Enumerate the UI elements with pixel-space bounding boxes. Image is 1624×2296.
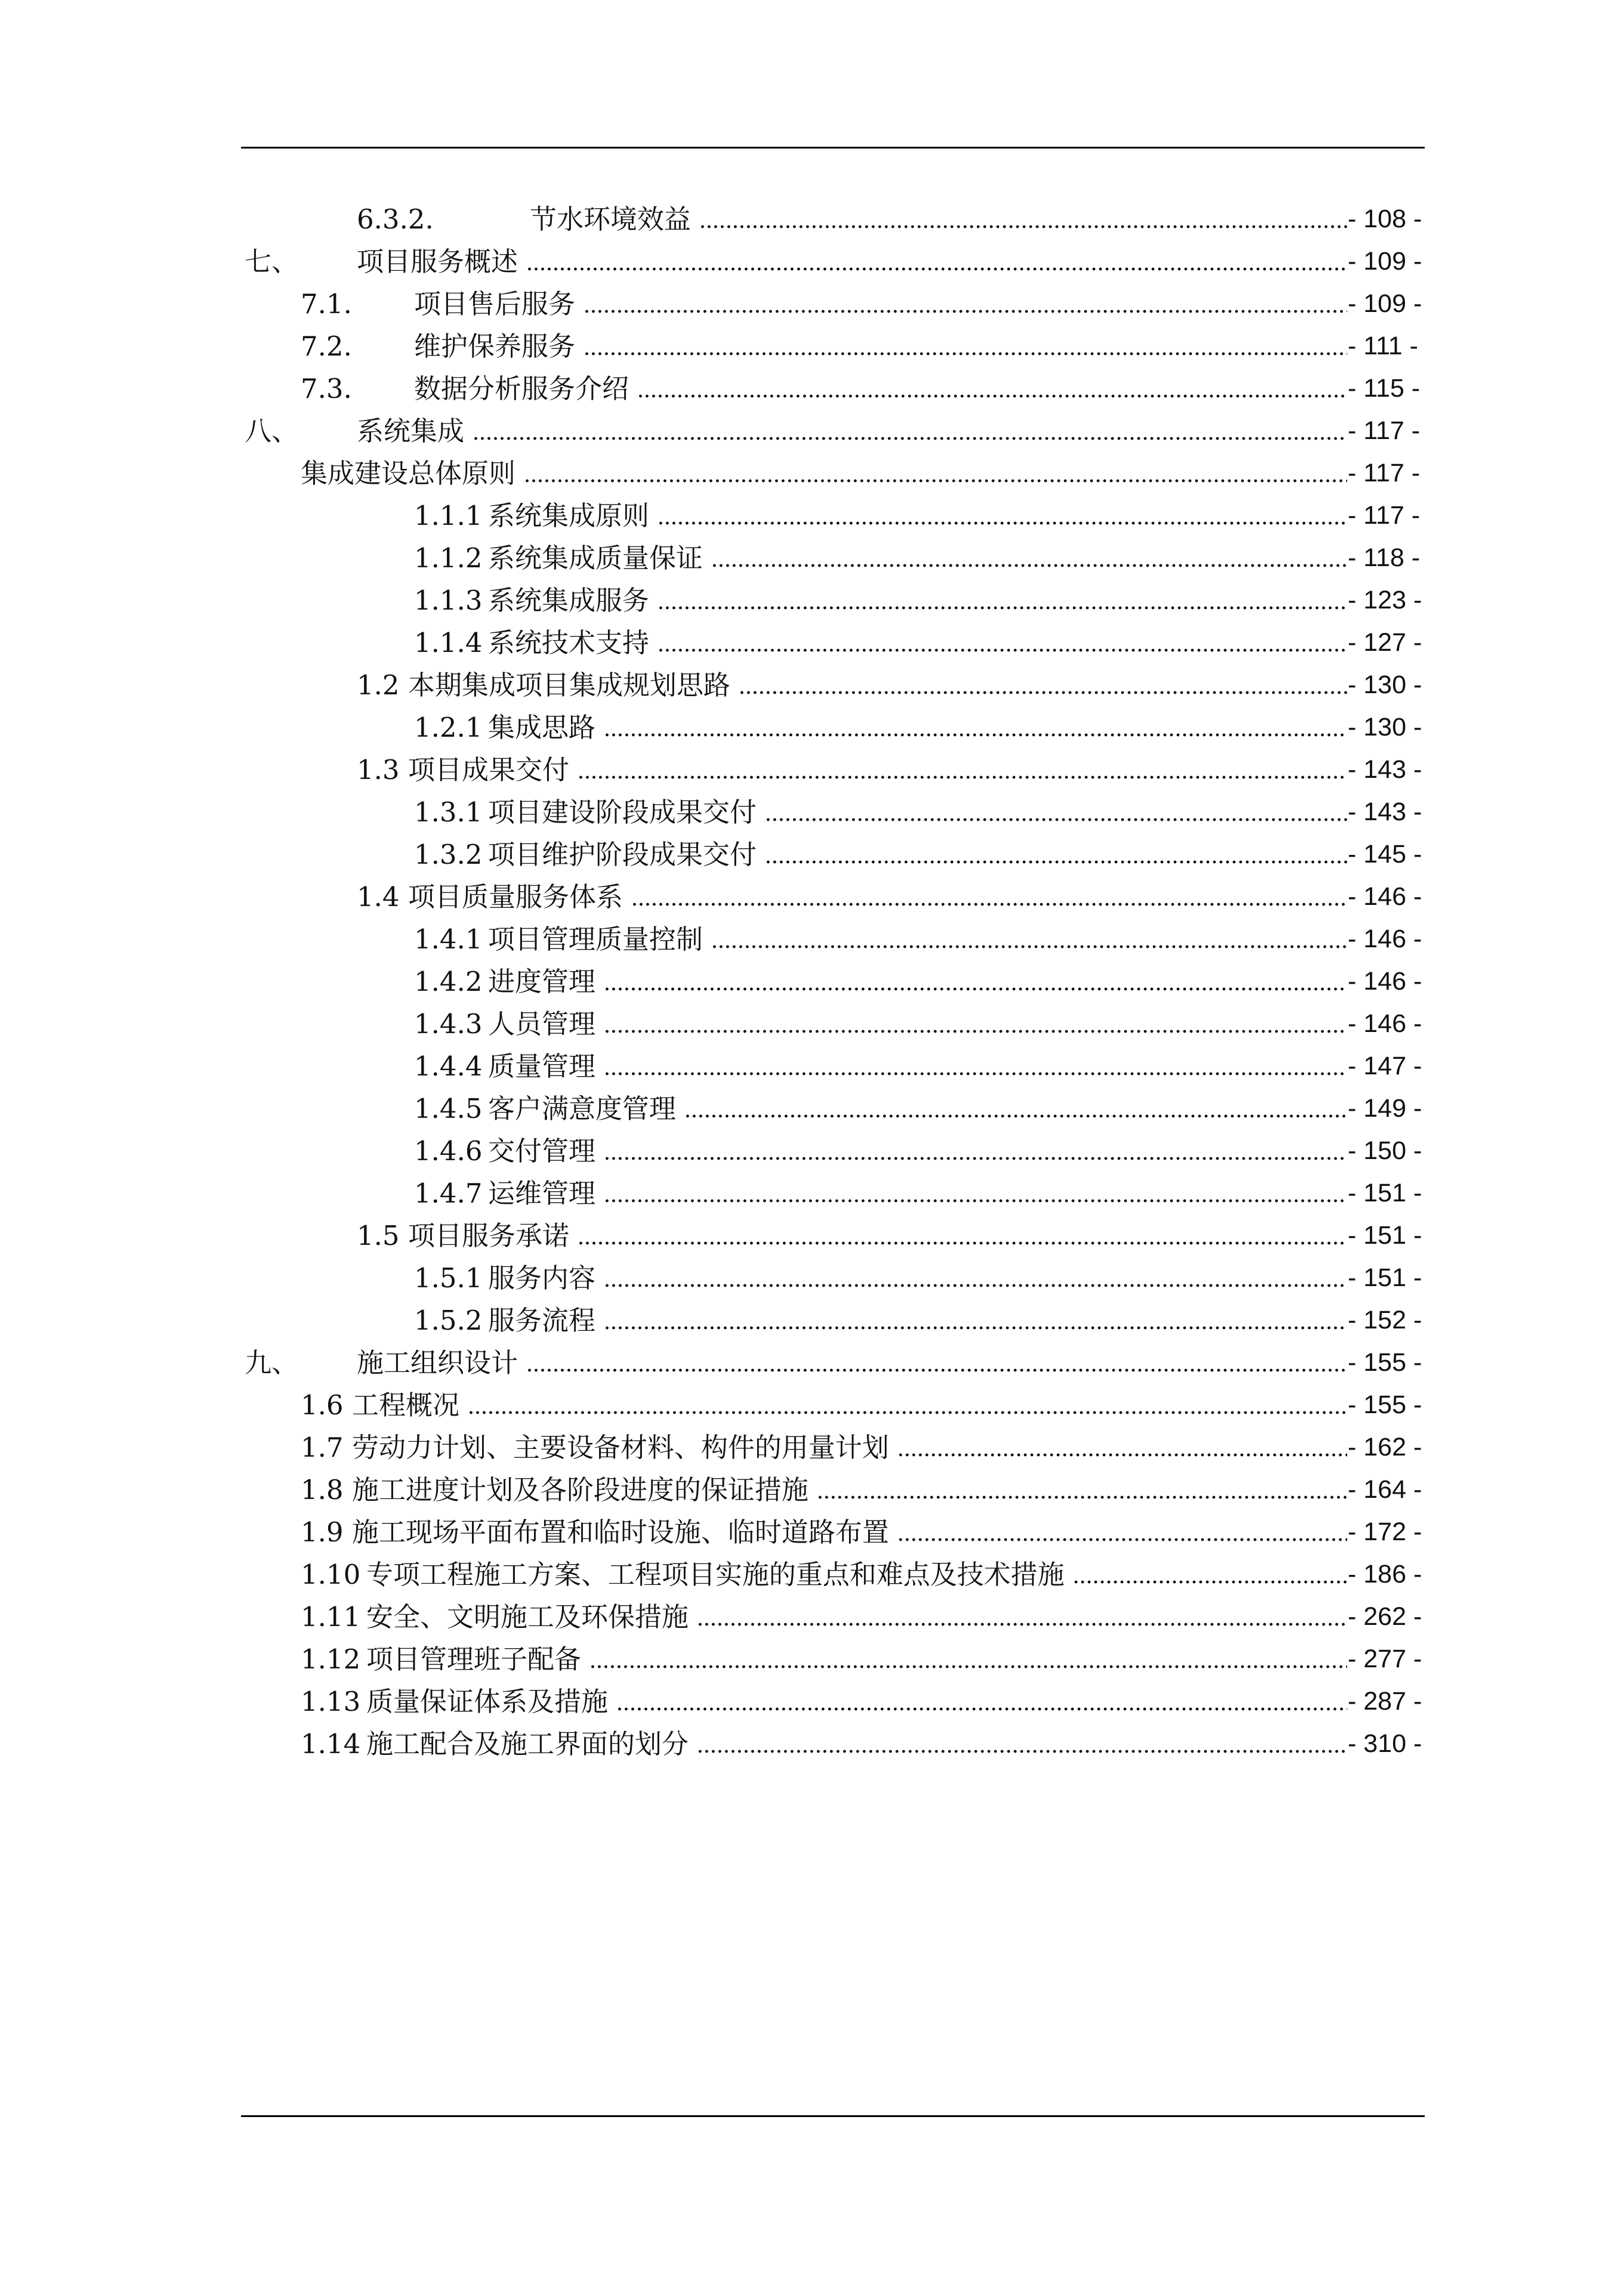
toc-entry-number: 7.1.	[301, 288, 352, 320]
toc-dot-leader	[604, 1299, 1347, 1342]
toc-entry[interactable]	[0, 1596, 1624, 1638]
toc-entry[interactable]	[0, 1342, 1624, 1384]
toc-entry-number: 1.4.5	[414, 1093, 483, 1124]
footer-rule	[241, 2115, 1425, 2117]
toc-entry-title: 维护保养服务	[414, 325, 583, 367]
toc-dot-leader	[765, 791, 1347, 833]
toc-entry[interactable]	[0, 325, 1624, 367]
toc-entry[interactable]	[0, 1638, 1624, 1680]
toc-dot-leader	[468, 1384, 1347, 1426]
toc-dot-leader	[657, 622, 1347, 664]
toc-entry-title: 项目成果交付	[408, 749, 578, 791]
toc-entry[interactable]	[0, 1172, 1624, 1215]
toc-entry-page: - 143 -	[1348, 791, 1423, 833]
toc-entry-title: 系统集成原则	[488, 495, 657, 537]
toc-entry-page: - 146 -	[1348, 1003, 1423, 1045]
toc-dot-leader	[604, 1003, 1347, 1045]
toc-entry-title: 服务内容	[488, 1257, 604, 1299]
toc-dot-leader	[583, 325, 1347, 367]
toc-entry-title: 项目维护阶段成果交付	[488, 833, 765, 876]
toc-entry-number: 1.4.3	[414, 1008, 483, 1040]
toc-entry-title: 项目服务承诺	[408, 1215, 578, 1257]
toc-entry[interactable]	[0, 749, 1624, 791]
toc-entry-number: 1.12	[301, 1643, 361, 1675]
toc-entry-title: 集成思路	[488, 706, 604, 749]
toc-entry-title: 项目管理班子配备	[366, 1638, 589, 1680]
toc-entry-title: 系统集成质量保证	[488, 537, 711, 579]
toc-dot-leader	[711, 918, 1347, 960]
toc-entry-number: 七、	[245, 246, 299, 277]
toc-dot-leader	[699, 198, 1347, 240]
toc-entry-number: 1.4	[357, 881, 400, 913]
toc-entry-page: - 186 -	[1348, 1553, 1423, 1596]
toc-entry-number: 1.9	[301, 1516, 344, 1548]
toc-entry[interactable]	[0, 1723, 1624, 1765]
toc-entry-number: 1.1.1	[414, 500, 483, 531]
toc-entry-page: - 145 -	[1348, 833, 1423, 876]
toc-entry-page: - 155 -	[1348, 1342, 1423, 1384]
toc-entry-page: - 151 -	[1348, 1172, 1423, 1215]
toc-entry-page: - 164 -	[1348, 1469, 1423, 1511]
toc-entry-number: 1.14	[301, 1728, 361, 1760]
toc-entry[interactable]	[0, 1680, 1624, 1723]
toc-entry[interactable]	[0, 791, 1624, 833]
toc-entry-page: - 150 -	[1348, 1130, 1423, 1172]
toc-entry-title: 数据分析服务介绍	[414, 367, 637, 410]
toc-entry-number: 1.4.2	[414, 966, 483, 997]
toc-entry-page: - 127 -	[1348, 622, 1423, 664]
toc-entry-page: - 310 -	[1348, 1723, 1423, 1765]
toc-entry[interactable]	[0, 537, 1624, 579]
toc-dot-leader	[765, 833, 1347, 876]
toc-entry-number: 1.4.4	[414, 1050, 483, 1082]
toc-entry-title: 服务流程	[488, 1299, 604, 1342]
toc-entry[interactable]	[0, 240, 1624, 283]
toc-entry-title: 工程概况	[352, 1384, 468, 1426]
toc-entry-page: - 151 -	[1348, 1257, 1423, 1299]
toc-entry-title: 质量保证体系及措施	[366, 1680, 616, 1723]
toc-dot-leader	[604, 960, 1347, 1003]
toc-dot-leader	[657, 495, 1347, 537]
toc-entry-page: - 118 -	[1348, 537, 1423, 579]
toc-entry-number: 1.4.1	[414, 923, 483, 955]
toc-entry[interactable]	[0, 452, 1624, 495]
toc-dot-leader	[897, 1511, 1347, 1553]
toc-entry-page: - 287 -	[1348, 1680, 1423, 1723]
toc-entry-page: - 146 -	[1348, 960, 1423, 1003]
header-rule	[241, 147, 1425, 149]
toc-entry-number: 1.1.4	[414, 627, 483, 659]
toc-entry-number: 6.3.2.	[357, 203, 434, 235]
toc-entry-number: 7.2.	[301, 330, 352, 362]
toc-entry-page: - 117 -	[1348, 410, 1423, 452]
toc-entry-title: 项目服务概述	[357, 240, 526, 283]
toc-entry-page: - 115 -	[1348, 367, 1423, 410]
toc-entry-title: 集成建设总体原则	[301, 452, 524, 495]
toc-entry[interactable]	[0, 1384, 1624, 1426]
toc-entry-title: 人员管理	[488, 1003, 604, 1045]
toc-entry-page: - 143 -	[1348, 749, 1423, 791]
toc-entry-title: 进度管理	[488, 960, 604, 1003]
toc-entry-number: 1.3.1	[414, 796, 483, 828]
toc-entry-title: 客户满意度管理	[488, 1087, 684, 1130]
toc-dot-leader	[526, 1342, 1347, 1384]
toc-entry-title: 系统集成	[357, 410, 473, 452]
toc-dot-leader	[616, 1680, 1347, 1723]
toc-dot-leader	[657, 579, 1347, 622]
toc-entry-number: 1.1.3	[414, 585, 483, 616]
toc-entry[interactable]	[0, 1087, 1624, 1130]
toc-entry-page: - 109 -	[1348, 283, 1423, 325]
toc-entry[interactable]	[0, 1469, 1624, 1511]
toc-entry[interactable]	[0, 1257, 1624, 1299]
toc-entry-page: - 262 -	[1348, 1596, 1423, 1638]
toc-dot-leader	[604, 1045, 1347, 1087]
toc-entry-title: 项目售后服务	[414, 283, 583, 325]
toc-dot-leader	[604, 706, 1347, 749]
toc-entry[interactable]	[0, 367, 1624, 410]
toc-entry-title: 施工配合及施工界面的划分	[366, 1723, 697, 1765]
toc-entry-number: 7.3.	[301, 373, 352, 404]
toc-entry[interactable]	[0, 1003, 1624, 1045]
toc-dot-leader	[711, 537, 1347, 579]
toc-entry-number: 1.1.2	[414, 542, 483, 574]
toc-entry-page: - 130 -	[1348, 664, 1423, 706]
toc-dot-leader	[684, 1087, 1347, 1130]
toc-entry-page: - 149 -	[1348, 1087, 1423, 1130]
toc-entry[interactable]	[0, 918, 1624, 960]
toc-dot-leader	[1073, 1553, 1347, 1596]
toc-entry[interactable]	[0, 622, 1624, 664]
toc-entry-title: 施工组织设计	[357, 1342, 526, 1384]
toc-entry-page: - 277 -	[1348, 1638, 1423, 1680]
toc-entry-number: 1.4.7	[414, 1178, 483, 1209]
toc-entry-title: 施工进度计划及各阶段进度的保证措施	[352, 1469, 817, 1511]
toc-entry[interactable]	[0, 876, 1624, 918]
toc-entry-title: 专项工程施工方案、工程项目实施的重点和难点及技术措施	[366, 1553, 1073, 1596]
toc-entry-number: 1.2	[357, 669, 400, 701]
toc-entry[interactable]	[0, 495, 1624, 537]
toc-dot-leader	[583, 283, 1347, 325]
toc-entry-number: 1.7	[301, 1432, 344, 1463]
toc-entry-title: 交付管理	[488, 1130, 604, 1172]
toc-entry-page: - 151 -	[1348, 1215, 1423, 1257]
toc-entry-title: 系统集成服务	[488, 579, 657, 622]
toc-dot-leader	[578, 1215, 1347, 1257]
toc-entry-number: 1.4.6	[414, 1135, 483, 1167]
toc-entry[interactable]	[0, 1426, 1624, 1469]
toc-entry-number: 1.3	[357, 754, 400, 786]
toc-entry-title: 质量管理	[488, 1045, 604, 1087]
toc-dot-leader	[524, 452, 1347, 495]
toc-entry-title: 项目管理质量控制	[488, 918, 711, 960]
toc-entry-title: 施工现场平面布置和临时设施、临时道路布置	[352, 1511, 897, 1553]
toc-dot-leader	[604, 1172, 1347, 1215]
toc-entry-page: - 108 -	[1348, 198, 1423, 240]
toc-dot-leader	[526, 240, 1347, 283]
toc-entry-title: 系统技术支持	[488, 622, 657, 664]
toc-entry[interactable]	[0, 1299, 1624, 1342]
toc-entry[interactable]	[0, 833, 1624, 876]
toc-entry-page: - 109 -	[1348, 240, 1423, 283]
toc-dot-leader	[897, 1426, 1347, 1469]
toc-dot-leader	[578, 749, 1347, 791]
toc-entry[interactable]	[0, 1511, 1624, 1553]
toc-entry-page: - 155 -	[1348, 1384, 1423, 1426]
toc-entry-number: 1.2.1	[414, 712, 483, 743]
toc-entry-title: 项目建设阶段成果交付	[488, 791, 765, 833]
toc-entry-page: - 146 -	[1348, 918, 1423, 960]
toc-entry-title: 节水环境效益	[530, 198, 699, 240]
toc-dot-leader	[697, 1723, 1347, 1765]
toc-entry[interactable]	[0, 960, 1624, 1003]
toc-entry-page: - 162 -	[1348, 1426, 1423, 1469]
toc-entry-page: - 130 -	[1348, 706, 1423, 749]
toc-entry[interactable]	[0, 410, 1624, 452]
toc-entry-title: 项目质量服务体系	[408, 876, 631, 918]
toc-entry[interactable]	[0, 579, 1624, 622]
toc-entry-number: 八、	[245, 415, 299, 447]
toc-entry[interactable]	[0, 664, 1624, 706]
toc-entry[interactable]	[0, 706, 1624, 749]
toc-entry-number: 九、	[245, 1347, 299, 1379]
toc-entry-title: 劳动力计划、主要设备材料、构件的用量计划	[352, 1426, 897, 1469]
toc-entry[interactable]	[0, 1130, 1624, 1172]
toc-entry-page: - 117 -	[1348, 495, 1423, 537]
toc-entry-page: - 152 -	[1348, 1299, 1423, 1342]
toc-entry[interactable]	[0, 198, 1624, 240]
toc-entry-page: - 172 -	[1348, 1511, 1423, 1553]
toc-entry-title: 安全、文明施工及环保措施	[366, 1596, 697, 1638]
toc-entry-number: 1.6	[301, 1389, 344, 1421]
toc-entry-number: 1.5.2	[414, 1305, 483, 1336]
toc-entry-number: 1.13	[301, 1686, 361, 1717]
toc-entry-number: 1.10	[301, 1559, 361, 1590]
toc-entry-number: 1.3.2	[414, 839, 483, 870]
toc-dot-leader	[631, 876, 1347, 918]
toc-dot-leader	[604, 1130, 1347, 1172]
toc-dot-leader	[697, 1596, 1347, 1638]
toc-entry-page: - 111 -	[1348, 325, 1423, 367]
toc-entry-number: 1.8	[301, 1474, 344, 1506]
toc-entry-number: 1.5	[357, 1220, 400, 1251]
toc-dot-leader	[589, 1638, 1347, 1680]
toc-dot-leader	[473, 410, 1347, 452]
toc-entry-number: 1.5.1	[414, 1262, 483, 1294]
toc-entry-page: - 123 -	[1348, 579, 1423, 622]
toc-entry[interactable]	[0, 1215, 1624, 1257]
toc-dot-leader	[817, 1469, 1347, 1511]
toc-entry-number: 1.11	[301, 1601, 361, 1633]
toc-entry-page: - 117 -	[1348, 452, 1423, 495]
toc-dot-leader	[637, 367, 1347, 410]
toc-entry[interactable]	[0, 283, 1624, 325]
toc-dot-leader	[604, 1257, 1347, 1299]
toc-dot-leader	[739, 664, 1347, 706]
toc-entry[interactable]	[0, 1553, 1624, 1596]
toc-entry-title: 运维管理	[488, 1172, 604, 1215]
toc-entry-title: 本期集成项目集成规划思路	[408, 664, 739, 706]
toc-entry[interactable]	[0, 1045, 1624, 1087]
toc-entry-page: - 147 -	[1348, 1045, 1423, 1087]
toc-entry-page: - 146 -	[1348, 876, 1423, 918]
